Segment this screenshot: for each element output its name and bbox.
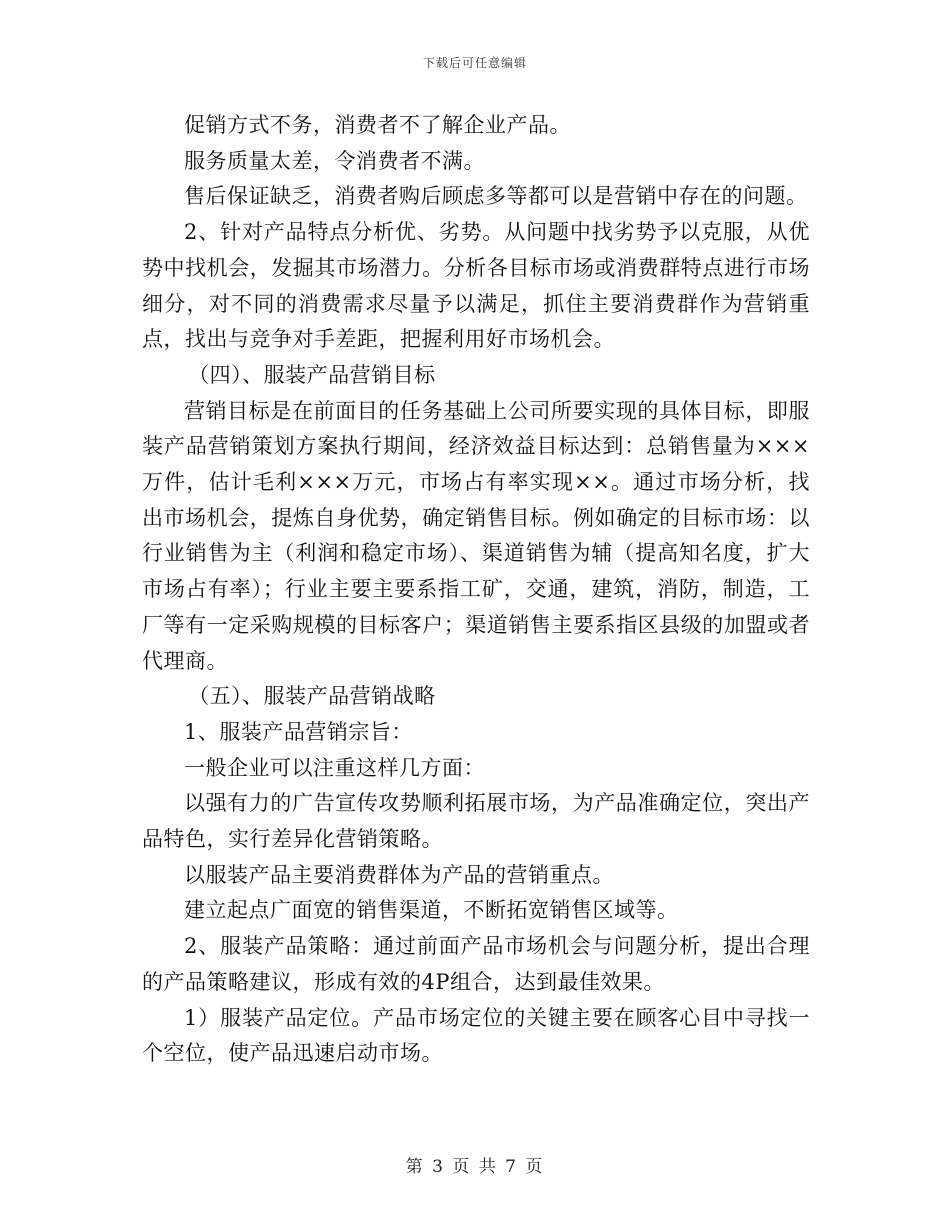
document-body	[142, 108, 810, 1072]
paragraph: 一般企业可以注重这样几方面：	[184, 755, 485, 780]
paragraph: 以服装产品主要消费群体为产品的营销重点。	[184, 862, 614, 887]
paragraph: 2、针对产品特点分析优、劣势。从问题中找劣势予以克服，从优势中找机会，发掘其市场潜力。分析各目标市场或消费群特点进行市场细分，对不同的消费需求尽量予以满足，抓住主要消费群作为营销重点，找出与竞争对手差距，把握利用好市场机会。	[142, 220, 810, 352]
paragraph: 1）服装产品定位。产品市场定位的关键主要在顾客心目中寻找一个空位，使产品迅速启动市场。	[142, 1005, 810, 1066]
paragraph: 售后保证缺乏，消费者购后顾虑多等都可以是营销中存在的问题。	[184, 184, 808, 209]
paragraph: 服务质量太差，令消费者不满。	[184, 148, 485, 173]
paragraph: 2、服装产品策略：通过前面产品市场机会与问题分析，提出合理的产品策略建议，形成有效的4P组合，达到最佳效果。	[142, 934, 810, 994]
page-footer: 第 3 页 共 7 页	[405, 1157, 545, 1177]
paragraph: 促销方式不务，消费者不了解企业产品。	[184, 113, 571, 137]
section-heading: （五）、服装产品营销战略	[188, 684, 436, 709]
paragraph: 营销目标是在前面目的任务基础上公司所要实现的具体目标，即服装产品营销策划方案执行期间，经济效益目标达到：总销售量为×××万件，估计毛利×××万元，市场占有率实现××。通过市场分析，找出市场机会，提炼自身优势，确定销售目标。例如确定的目标市场：以行业销售为主（利润和稳定市场）、渠道销售为辅（提高知名度，扩大市场占有率）；行业主要主要系指工矿，交通，建筑，消防，制造，工厂等有一定采购规模的目标客户；渠道销售主要系指区县级的加盟或者代理商。	[142, 398, 810, 673]
paragraph: 建立起点广面宽的销售渠道，不断拓宽销售区域等。	[184, 898, 679, 923]
paragraph: 以强有力的广告宣传攻势顺利拓展市场，为产品准确定位，突出产品特色，实行差异化营销策略。	[142, 791, 810, 852]
paragraph: 1、服装产品营销宗旨：	[184, 719, 413, 744]
section-heading: （四）、服装产品营销目标	[188, 362, 436, 387]
page-header: 下载后可任意编辑	[422, 56, 527, 70]
